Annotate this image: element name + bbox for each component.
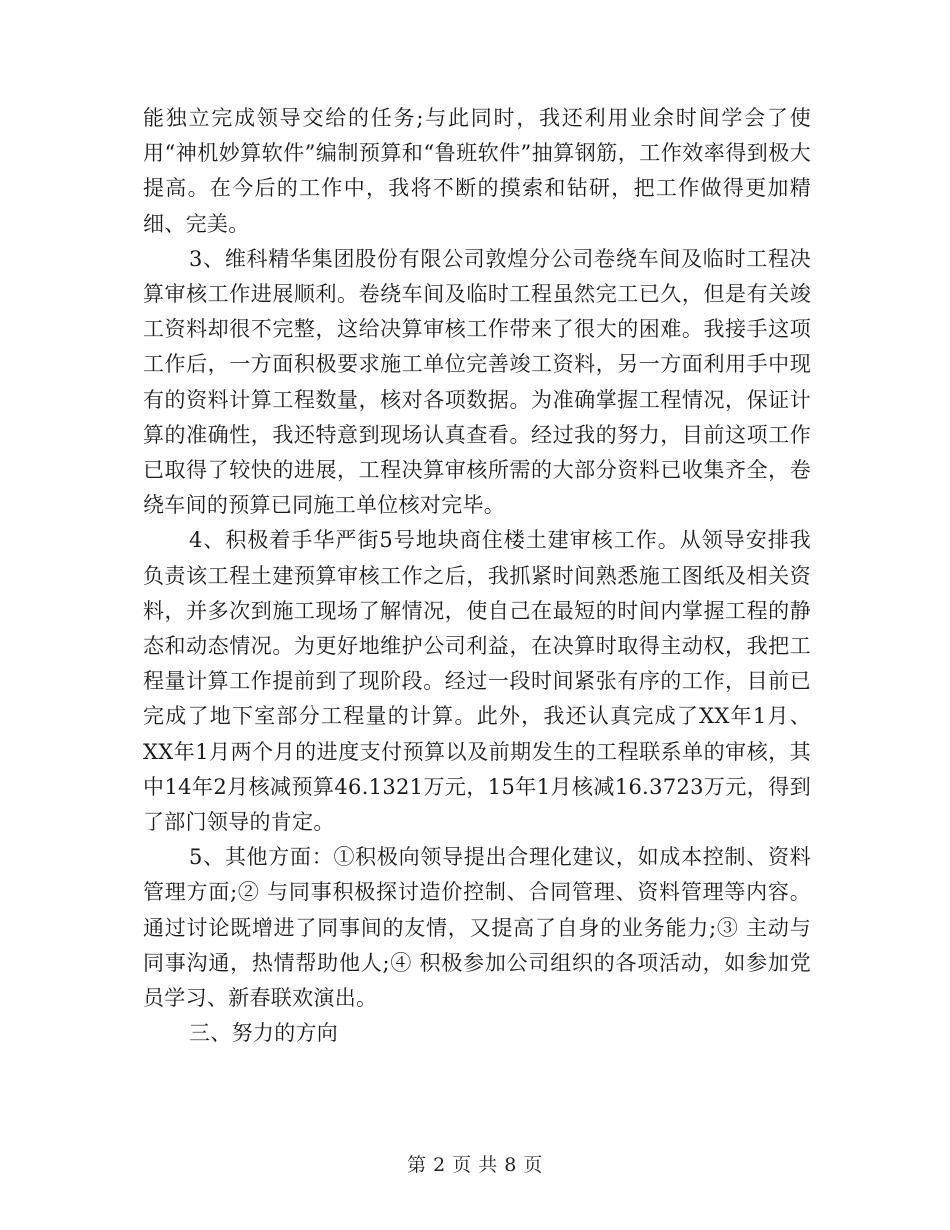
paragraph-2: 3、维科精华集团股份有限公司敦煌分公司卷绕车间及临时工程决算审核工作进展顺利。卷绕车间及临时工程虽然完工已久，但是有关竣工资料却很不完整，这给决算审核工作带来了很大的困难。我接手这项工作后，一方面积极要求施工单位完善竣工资料，另一方面利用手中现有的资料计算工程数量，核对各项数据。为准确掌握工程情况，保证计算的准确性，我还特意到现场认真查看。经过我的努力，目前这项工作已取得了较快的进展，工程决算审核所需的大部分资料已收集齐全，卷绕车间的预算已同施工单位核对完毕。 <box>143 246 811 518</box>
section-heading: 三、努力的方向 <box>189 1021 339 1046</box>
paragraph-1: 能独立完成领导交给的任务;与此同时，我还利用业余时间学会了使用“神机妙算软件”编制预算和“鲁班软件”抽算钢筋，工作效率得到极大提高。在今后的工作中，我将不断的摸索和钻研，把工作做得更加精细、完美。 <box>143 106 811 236</box>
paragraph-3: 4、积极着手华严街5号地块商住楼土建审核工作。从领导安排我负责该工程土建预算审核工作之后，我抓紧时间熟悉施工图纸及相关资料，并多次到施工现场了解情况，使自己在最短的时间内掌握工程的静态和动态情况。为更好地维护公司利益，在决算时取得主动权，我把工程量计算工作提前到了现阶段。经过一段时间紧张有序的工作，目前已完成了地下室部分工程量的计算。此外，我还认真完成了XX年1月、XX年1月两个月的进度支付预算以及前期发生的工程联系单的审核，其中14年2月核减预算46.1321万元，15年1月核减16.3723万元，得到了部门领导的肯定。 <box>143 528 811 835</box>
page-number-label: 第 2 页 共 8 页 <box>407 1154 543 1176</box>
paragraph-4: 5、其他方面：①积极向领导提出合理化建议，如成本控制、资料管理方面;② 与同事积极探讨造价控制、合同管理、资料管理等内容。通过讨论既增进了同事间的友情，又提高了自身的业务能力;③ 主动与同事沟通，热情帮助他人;④ 积极参加公司组织的各项活动，如参加党员学习、新春联欢演出。 <box>143 845 811 1011</box>
page-footer <box>0 1150 950 1177</box>
document-body <box>143 101 811 1051</box>
